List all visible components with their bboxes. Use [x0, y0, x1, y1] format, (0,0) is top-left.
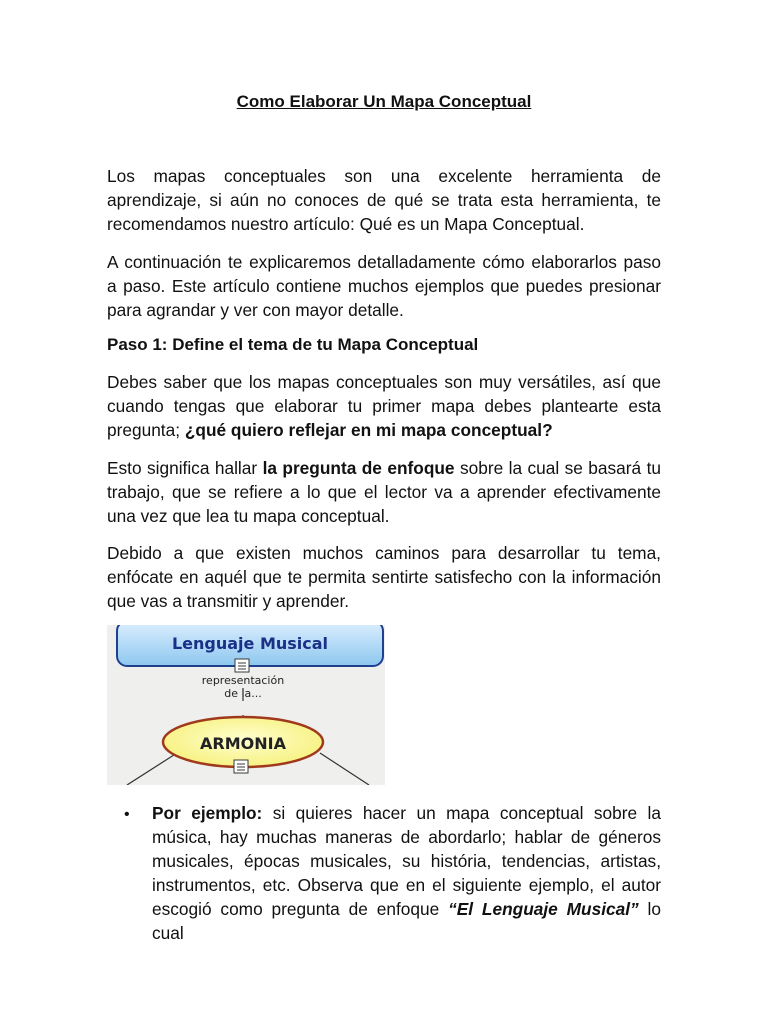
intro-paragraph-text: Los mapas conceptuales son una excelente herramienta de aprendizaje, si aún no conoces de qué se trata esta herramienta, te recomendamos nuestro artículo: Qué es un Mapa Conceptual.: [107, 166, 661, 234]
focus-paragraph-start: Esto significa hallar: [107, 458, 263, 478]
example-bullet-paragraph: [152, 801, 661, 945]
focus-paragraph-end: sobre la cual se basará tu trabajo, que se refiere a lo que el lector va a aprender efectivamente una vez que lea tu mapa conceptual.: [107, 458, 661, 526]
focus-question-bold: la pregunta de enfoque: [262, 458, 455, 478]
versatile-paragraph: [107, 370, 661, 442]
steps-paragraph-text: A continuación te explicaremos detalladamente cómo elaborarlos paso a paso. Este artículo contiene muchos ejemplos que puedes presionar para agrandar y ver con mayor detalle.: [107, 252, 661, 320]
link-label-line2: de la...: [224, 687, 262, 700]
paths-paragraph: [107, 541, 661, 613]
example-bold: Por ejemplo:: [152, 803, 263, 823]
intro-paragraph: [107, 164, 661, 236]
focus-question-paragraph: [107, 456, 661, 528]
example-emphasis: “El Lenguaje Musical”: [448, 899, 639, 919]
example-text: si quieres hacer un mapa conceptual sobre la música, hay muchas maneras de abordarlo; hablar de géneros musicales, épocas musicales, su história, tendencias, artistas, instrumentos, etc. Observa que en el siguiente ejemplo, el autor escogió como pregunta de enfoque: [152, 803, 661, 919]
armonia-label: ARMONIA: [200, 734, 286, 753]
steps-paragraph: [107, 250, 661, 322]
link-label-line1: representación: [201, 674, 285, 687]
lenguaje-musical-label: Lenguaje Musical: [171, 634, 329, 653]
question-bold: ¿qué quiero reflejar en mi mapa conceptual?: [184, 420, 553, 440]
example-end: lo cual: [152, 899, 661, 943]
versatile-paragraph-text: Debes saber que los mapas conceptuales son muy versátiles, así que cuando tengas que elaborar tu primer mapa debes plantearte esta pregunta;: [107, 372, 661, 440]
document-title: Como Elaborar Un Mapa Conceptual: [236, 92, 532, 111]
concept-map-image: [107, 625, 385, 785]
concept-map-diagram: [107, 625, 385, 785]
bullet-marker: •: [124, 806, 130, 823]
step1-heading: Paso 1: Define el tema de tu Mapa Conceptual: [107, 335, 479, 354]
paths-paragraph-text: Debido a que existen muchos caminos para desarrollar tu tema, enfócate en aquél que te permita sentirte satisfecho con la información que vas a transmitir y aprender.: [107, 543, 661, 611]
